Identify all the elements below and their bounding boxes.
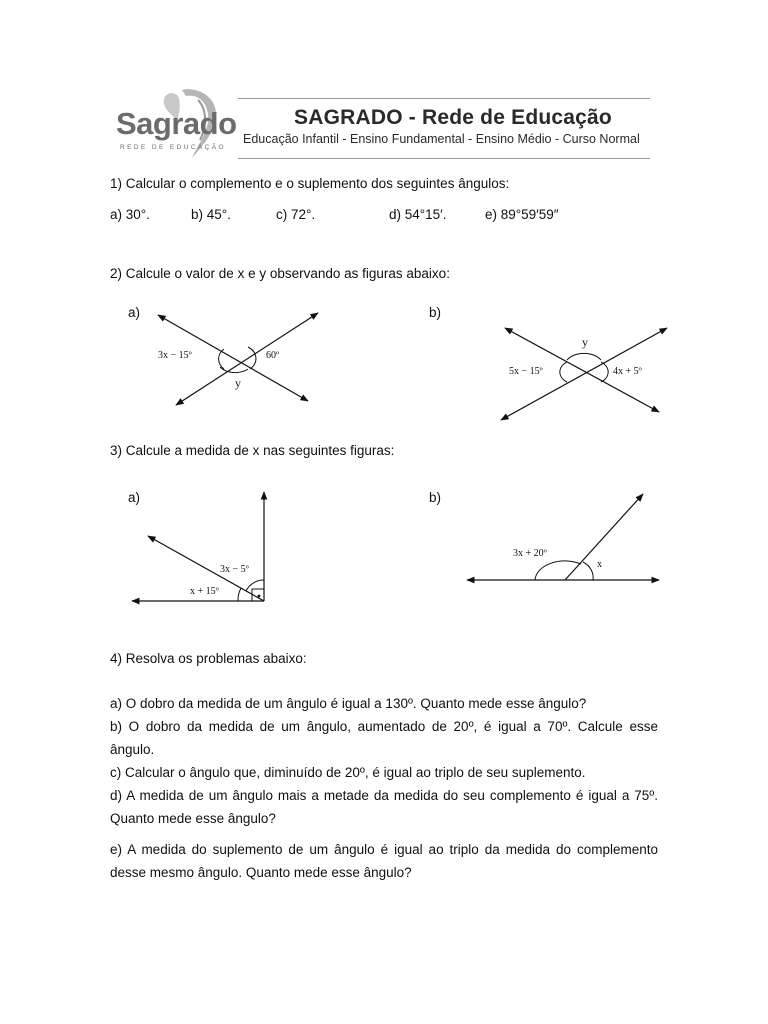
logo-wordmark: Sagrado <box>116 106 237 141</box>
q4-item-d: d) A medida de um ângulo mais a metade da medida do seu complemento é igual a 75º. Quanto mede esse ângulo? <box>110 788 658 826</box>
q2a-line-2 <box>176 313 318 405</box>
q3b-oblique-ray <box>565 494 643 580</box>
q2b-arc-top <box>567 353 601 360</box>
q3-figure-b <box>465 490 665 585</box>
q1-prompt: 1) Calcular o complemento e o suplemento dos seguintes ângulos: <box>110 176 510 191</box>
logo-tagline: REDE DE EDUCAÇÃO <box>120 144 226 151</box>
q4-item-e: e) A medida do suplemento de um ângulo é igual ao triplo da medida do complemento desse mesmo ângulo. Quanto mede esse ângulo? <box>110 842 658 880</box>
q2b-arc-left <box>560 362 567 382</box>
q1-item-d: d) 54°15′. <box>389 207 447 222</box>
q3-figure-a <box>128 488 278 613</box>
q2-figure-b <box>495 322 675 422</box>
q3-fig-b-label: b) <box>429 490 442 505</box>
q3-prompt: 3) Calcule a medida de x nas seguintes figuras: <box>110 443 395 458</box>
q3a-arc-lower <box>238 588 241 601</box>
q3a-angle-upper: 3x − 5º <box>220 564 249 575</box>
q2-fig-b-label: b) <box>429 305 442 320</box>
q3b-arc-right <box>583 562 593 580</box>
q3-fig-a-label: a) <box>128 490 141 505</box>
q2b-angle-left: 5x − 15º <box>509 366 543 377</box>
header-title: SAGRADO - Rede de Educação <box>294 106 612 129</box>
q3a-vertex-dot <box>258 595 261 598</box>
q4-prompt: 4) Resolva os problemas abaixo: <box>110 651 307 666</box>
q3a-angle-lower: x + 15º <box>190 586 219 597</box>
q2a-angle-left: 3x − 15º <box>158 350 192 361</box>
q4-item-c: c) Calcular o ângulo que, diminuído de 20º, é igual ao triplo de seu suplemento. <box>110 765 586 780</box>
q3b-angle-left: 3x + 20º <box>513 548 547 559</box>
q2a-angle-right: 60º <box>266 350 280 361</box>
q1-item-e: e) 89°59′59″ <box>485 207 559 222</box>
header-rule-top <box>238 98 650 99</box>
q2b-arc-right <box>601 362 608 382</box>
header-rule-bottom <box>238 158 650 159</box>
q2-figure-a <box>140 305 340 415</box>
q1-item-b: b) 45°. <box>191 207 231 222</box>
school-logo <box>112 86 237 162</box>
q1-item-a: a) 30°. <box>110 207 150 222</box>
q2a-angle-bottom: y <box>235 376 241 390</box>
header-subtitle: Educação Infantil - Ensino Fundamental - Ensino Médio - Curso Normal <box>243 132 640 146</box>
q3b-angle-right: x <box>597 559 602 570</box>
q2b-angle-top: y <box>582 335 588 349</box>
q1-item-c: c) 72°. <box>276 207 316 222</box>
q2-fig-a-label: a) <box>128 305 141 320</box>
q4-item-b: b) O dobro da medida de um ângulo, aumentado de 20º, é igual a 70º. Calcule esse ângulo. <box>110 719 658 757</box>
q2-prompt: 2) Calcule o valor de x e y observando as figuras abaixo: <box>110 266 450 281</box>
q4-item-a: a) O dobro da medida de um ângulo é igual a 130º. Quanto mede esse ângulo? <box>110 696 587 711</box>
q2b-angle-right: 4x + 5º <box>613 366 642 377</box>
